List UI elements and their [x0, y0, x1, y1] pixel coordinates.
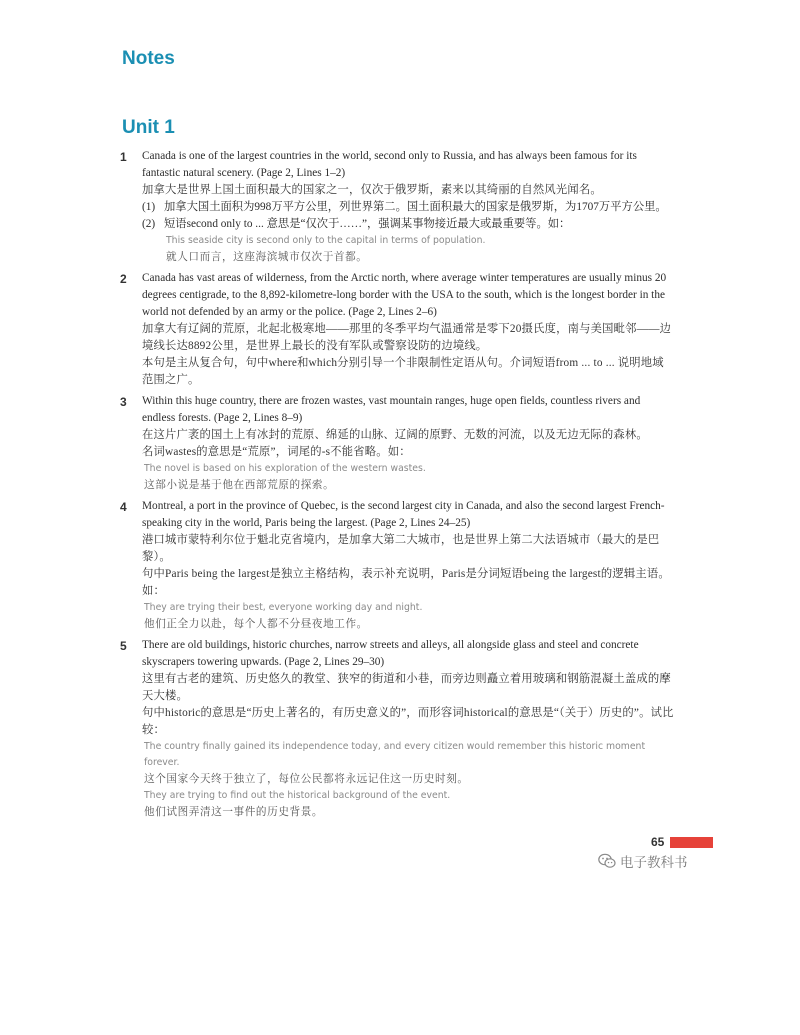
example-english: The country finally gained its independence today, and every citizen would remember this historic moment forever. — [144, 741, 646, 768]
note-number: 3 — [120, 395, 127, 409]
example-chinese: 就人口而言，这座海滨城市仅次于首都。 — [166, 252, 368, 263]
watermark-text: 电子教科书 — [620, 855, 688, 871]
note-english: There are old buildings, historic churches, narrow streets and alleys, all alongside glass and steel and concrete skyscrapers towering upwards. (Page 2, Lines 29–30) — [142, 639, 639, 668]
subpoint-label: (2) — [142, 218, 156, 230]
note-2 — [120, 270, 675, 389]
example-block — [142, 739, 675, 821]
note-explanation: 句中Paris being the largest是独立主格结构，表示补充说明，Paris是分词短语being the largest的逻辑主语。如： — [142, 568, 670, 597]
example-chinese: 这部小说是基于他在西部荒原的探索。 — [144, 480, 335, 491]
wechat-icon — [598, 853, 616, 869]
note-explanation: 本句是主从复合句，句中where和which分别引导一个非限制性定语从句。介词短语from ... to ... 说明地域范围之广。 — [142, 357, 664, 386]
note-number: 1 — [120, 150, 127, 164]
note-chinese: 在这片广袤的国土上有冰封的荒原、绵延的山脉、辽阔的原野、无数的河流，以及无边无际的森林。 — [142, 429, 648, 441]
note-5 — [120, 637, 675, 821]
note-english: Montreal, a port in the province of Quebec, is the second largest city in Canada, and also the second largest French-speaking city in the world, Paris being the largest. (Page 2, Lines 24–25) — [142, 500, 665, 529]
watermark — [598, 851, 688, 871]
notes-list — [120, 148, 675, 825]
note-number: 5 — [120, 639, 127, 653]
note-subpoint-1 — [142, 199, 675, 216]
example-english: This seaside city is second only to the capital in terms of population. — [166, 235, 486, 246]
example-english: They are trying their best, everyone working day and night. — [144, 602, 423, 613]
example-block — [142, 233, 675, 266]
page-number: 65 — [651, 835, 665, 849]
example-chinese: 他们试图弄清这一事件的历史背景。 — [144, 807, 324, 818]
note-4 — [120, 498, 675, 633]
note-3 — [120, 393, 675, 494]
note-number: 4 — [120, 500, 127, 514]
page-number-bar — [670, 837, 713, 848]
subpoint-text: 短语second only to ... 意思是“仅次于……”，强调某事物接近最大或最重要等。如： — [164, 218, 571, 230]
note-subpoint-2 — [142, 216, 675, 233]
page-heading: Notes — [122, 48, 175, 69]
unit-heading: Unit 1 — [122, 117, 175, 138]
note-english: Canada has vast areas of wilderness, from the Arctic north, where average winter temperatures are usually minus 20 degrees centigrade, to the 8,892-kilometre-long border with the USA to the south, which is the longest border in the world not defended by an army or the police. (Page 2, Lines 2–6) — [142, 272, 667, 318]
subpoint-text: 加拿大国土面积为998万平方公里，列世界第二。国土面积最大的国家是俄罗斯，为1707万平方公里。 — [164, 201, 667, 213]
note-explanation: 句中historic的意思是“历史上著名的，有历史意义的”，而形容词historical的意思是“（关于）历史的”。试比较： — [142, 707, 674, 736]
note-chinese: 港口城市蒙特利尔位于魁北克省境内，是加拿大第二大城市，也是世界上第二大法语城市（最大的是巴黎）。 — [142, 534, 660, 563]
example-english: The novel is based on his exploration of the western wastes. — [144, 463, 426, 474]
example-chinese: 这个国家今天终于独立了，每位公民都将永远记住这一历史时刻。 — [144, 774, 469, 785]
note-english: Within this huge country, there are frozen wastes, vast mountain ranges, huge open fields, countless rivers and endless forests. (Page 2, Lines 8–9) — [142, 395, 641, 424]
example-chinese: 他们正全力以赴，每个人都不分昼夜地工作。 — [144, 619, 368, 630]
example-block — [142, 461, 675, 494]
note-english: Canada is one of the largest countries in the world, second only to Russia, and has always been famous for its fantastic natural scenery. (Page 2, Lines 1–2) — [142, 150, 637, 179]
note-number: 2 — [120, 272, 127, 286]
example-english: They are trying to find out the historical background of the event. — [144, 790, 451, 801]
subpoint-label: (1) — [142, 201, 156, 213]
note-chinese: 这里有古老的建筑、历史悠久的教堂、狭窄的街道和小巷，而旁边则矗立着用玻璃和钢筋混凝土盖成的摩天大楼。 — [142, 673, 671, 702]
note-1 — [120, 148, 675, 266]
note-chinese: 加拿大是世界上国土面积最大的国家之一，仅次于俄罗斯，素来以其绮丽的自然风光闻名。 — [142, 184, 602, 196]
note-chinese: 加拿大有辽阔的荒原，北起北极寒地——那里的冬季平均气温通常是零下20摄氏度，南与美国毗邻——边境线长达8892公里，是世界上最长的没有军队或警察设防的边境线。 — [142, 323, 672, 352]
example-block — [142, 600, 675, 633]
note-explanation: 名词wastes的意思是“荒原”，词尾的-s不能省略。如： — [142, 446, 411, 458]
